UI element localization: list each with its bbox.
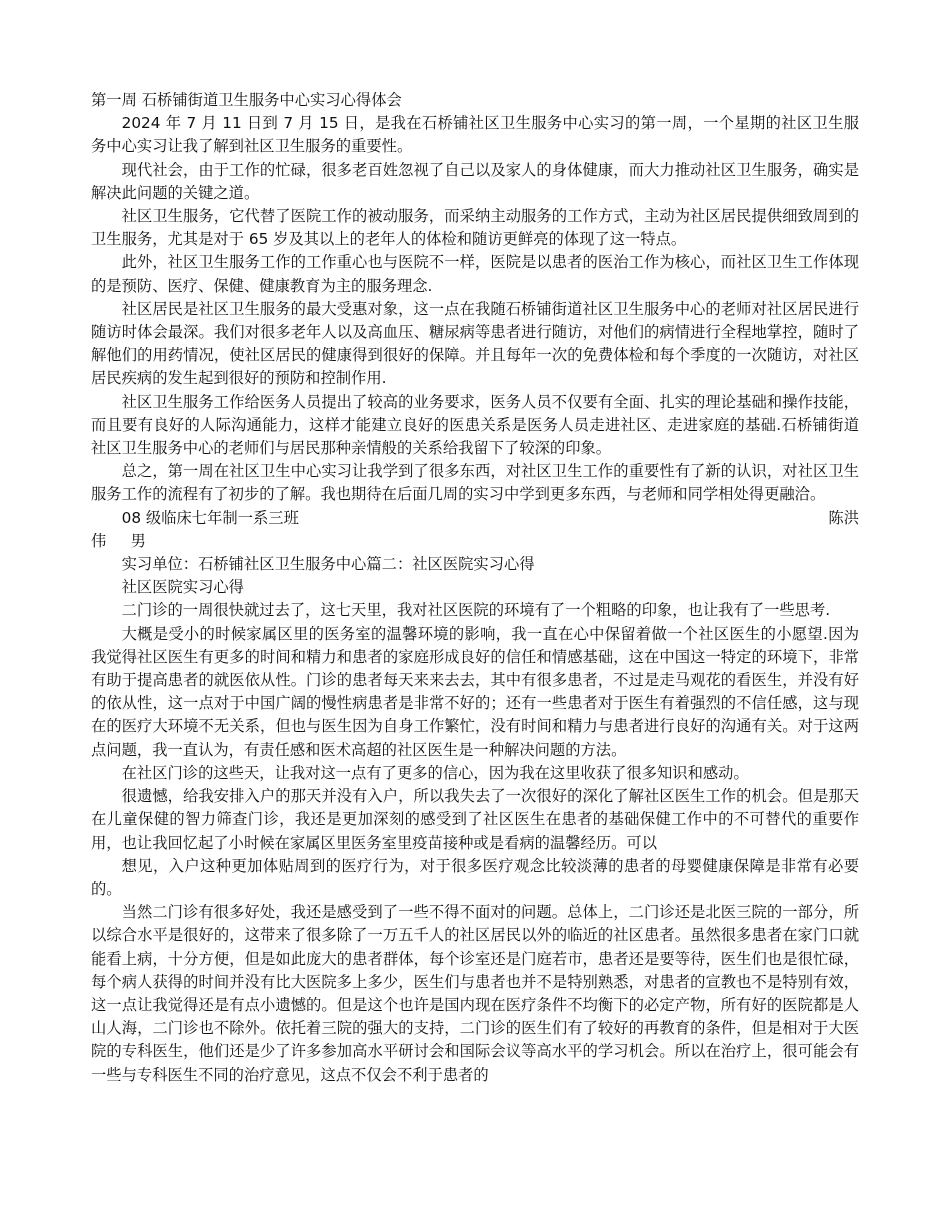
- paragraph: 总之，第一周在社区卫生中心实习让我学到了很多东西，对社区卫生工作的重要性有了新的认识，对社区卫生服务工作的流程有了初步的了解。我也期待在后面几周的实习中学到更多东西，与老师和同学相处得更融洽。: [91, 462, 859, 504]
- paragraph: 社区卫生服务，它代替了医院工作的被动服务，而采纳主动服务的工作方式，主动为社区居民提供细致周到的卫生服务，尤其是对于 65 岁及其以上的老年人的体检和随访更鲜亮的体现了这一特点。: [91, 207, 859, 249]
- unit-line: 实习单位：石桥铺社区卫生服务中心篇二：社区医院实习心得: [121, 555, 535, 574]
- paragraph: 社区居民是社区卫生服务的最大受惠对象，这一点在我随石桥铺街道社区卫生服务中心的老师对社区居民进行随访时体会最深。我们对很多老年人以及高血压、糖尿病等患者进行随访，对他们的病情进行全程地掌控，随时了解他们的用药情况，使社区居民的健康得到很好的保障。并且每年一次的免费体检和每个季度的一次随访，对社区居民疾病的发生起到很好的预防和控制作用.: [91, 299, 859, 388]
- paragraph: 现代社会，由于工作的忙碌，很多老百姓忽视了自己以及家人的身体健康，而大力推动社区卫生服务，确实是解决此问题的关键之道。: [91, 160, 859, 202]
- paragraph: 大概是受小的时候家属区里的医务室的温馨环境的影响，我一直在心中保留着做一个社区医生的小愿望.因为我觉得社区医生有更多的时间和精力和患者的家庭形成良好的信任和情感基础，这在中国这一特定的环境下，非常有助于提高患者的就医依从性。门诊的患者每天来来去去，其中有很多患者，不过是走马观花的看医生，并没有好的依从性，这一点对于中国广阔的慢性病患者是非常不好的；还有一些患者对于医生有着强烈的不信任感，这与现在的医疗大环境不无关系，但也与医生因为自身工作繁忙，没有时间和精力与患者进行良好的沟通有关。对于这两点问题，我一直认为，有责任感和医术高超的社区医生是一种解决问题的方法。: [91, 624, 859, 759]
- paragraph: 当然二门诊有很多好处，我还是感受到了一些不得不面对的问题。总体上，二门诊还是北医三院的一部分，所以综合水平是很好的，这带来了很多除了一万五千人的社区居民以外的临近的社区患者。虽然很多患者在家门口就能看上病，十分方便，但是如此庞大的患者群体，每个诊室还是门庭若市，患者还是要等待，医生们也是很忙碌，每个病人获得的时间并没有比大医院多上多少，医生们与患者也并不是特别熟悉，对患者的宣教也不是特别有效，这一点让我觉得还是有点小遗憾的。但是这个也许是国内现在医疗条件不均衡下的必定产物，所有好的医院都是人山人海，二门诊也不除外。依托着三院的强大的支持，二门诊的医生们有了较好的再教育的条件，但是相对于大医院的专科医生，他们还是少了许多参加高水平研讨会和国际会议等高水平的学习机会。所以在治疗上，很可能会有一些与专科医生不同的治疗意见，这点不仅会不利于患者的: [91, 903, 859, 1084]
- class-name: 08 级临床七年制一系三班: [121, 508, 299, 527]
- document-body: [91, 89, 859, 1087]
- author-name-start: 陈洪: [828, 508, 859, 527]
- paragraph: 在社区门诊的这些天，让我对这一点有了更多的信心，因为我在这里收获了很多知识和感动。: [121, 763, 749, 782]
- paragraph: 二门诊的一周很快就过去了，这七天里，我对社区医院的环境有了一个粗略的印象，也让我有了一些思考.: [121, 601, 831, 620]
- author-gender-line: [91, 530, 859, 553]
- paragraph: 社区卫生服务工作给医务人员提出了较高的业务要求，医务人员不仅要有全面、扎实的理论基础和操作技能，而且要有良好的人际沟通能力，这样才能建立良好的医患关系是医务人员走进社区、走进家庭的基础.石桥铺街道社区卫生服务中心的老师们与居民那种亲情般的关系给我留下了较深的印象。: [91, 392, 859, 458]
- paragraph: 很遗憾，给我安排入户的那天并没有入户，所以我失去了一次很好的深化了解社区医生工作的机会。但是那天在儿童保健的智力筛查门诊，我还是更加深刻的感受到了社区医生在患者的基础保健工作中的不可替代的重要作用，也让我回忆起了小时候在家属区里医务室里疫苗接种或是看病的温馨经历。可以: [91, 787, 859, 852]
- paragraph: 此外，社区卫生服务工作的工作重心也与医院不一样，医院是以患者的医治工作为核心，而社区卫生工作体现的是预防、医疗、保健、健康教育为主的服务理念.: [91, 253, 859, 295]
- author-name-end: 伟: [91, 531, 107, 550]
- section-subtitle: 社区医院实习心得: [121, 578, 244, 597]
- paragraph: 想见，入户这种更加体贴周到的医疗行为，对于很多医疗观念比较淡薄的患者的母婴健康保障是非常有必要的。: [91, 856, 859, 898]
- document-title: 第一周 石桥铺街道卫生服务中心实习心得体会: [91, 91, 402, 109]
- paragraph: 2024 年 7 月 11 日到 7 月 15 日，是我在石桥铺社区卫生服务中心实习的第一周，一个星期的社区卫生服务中心实习让我了解到社区卫生服务的重要性。: [91, 114, 859, 156]
- author-gender: 男: [130, 531, 146, 550]
- class-author-line: [91, 507, 859, 530]
